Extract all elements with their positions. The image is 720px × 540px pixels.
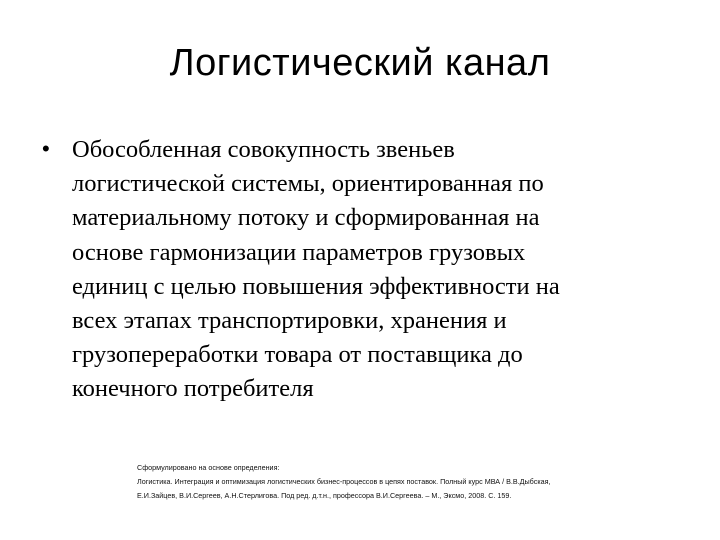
bullet-marker: • bbox=[42, 136, 50, 161]
bullet-line: единиц с целью повышения эффективности на bbox=[72, 272, 560, 300]
footnote-line: Е.И.Зайцев, В.И.Сергеев, А.Н.Стерлигова. Под ред. д.т.н., профессора В.И.Сергеева. – М., Эксмо, 2008. С. 159. bbox=[137, 491, 512, 500]
bullet-list bbox=[42, 133, 642, 407]
bullet-line: основе гармонизации параметров грузовых bbox=[72, 238, 526, 266]
bullet-line: грузопереработки товара от поставщика до bbox=[72, 341, 523, 369]
bullet-line: конечного потребителя bbox=[72, 375, 314, 403]
footnote-line: Логистика. Интеграция и оптимизация логистических бизнес-процессов в цепях поставок. Полный курс МВА / В.В.Дыбская, bbox=[137, 477, 551, 486]
bullet-text bbox=[72, 133, 642, 407]
bullet-item bbox=[42, 133, 642, 407]
source-footnote bbox=[137, 461, 657, 503]
bullet-line: Обособленная совокупность звеньев bbox=[72, 136, 455, 163]
bullet-line: всех этапах транспортировки, хранения и bbox=[72, 307, 507, 335]
slide-title: Логистический канал bbox=[169, 42, 551, 84]
bullet-line: логистической системы, ориентированная по bbox=[72, 170, 544, 198]
footnote-line: Сформулировано на основе определения: bbox=[137, 463, 280, 472]
bullet-line: материальному потоку и сформированная на bbox=[72, 204, 540, 232]
